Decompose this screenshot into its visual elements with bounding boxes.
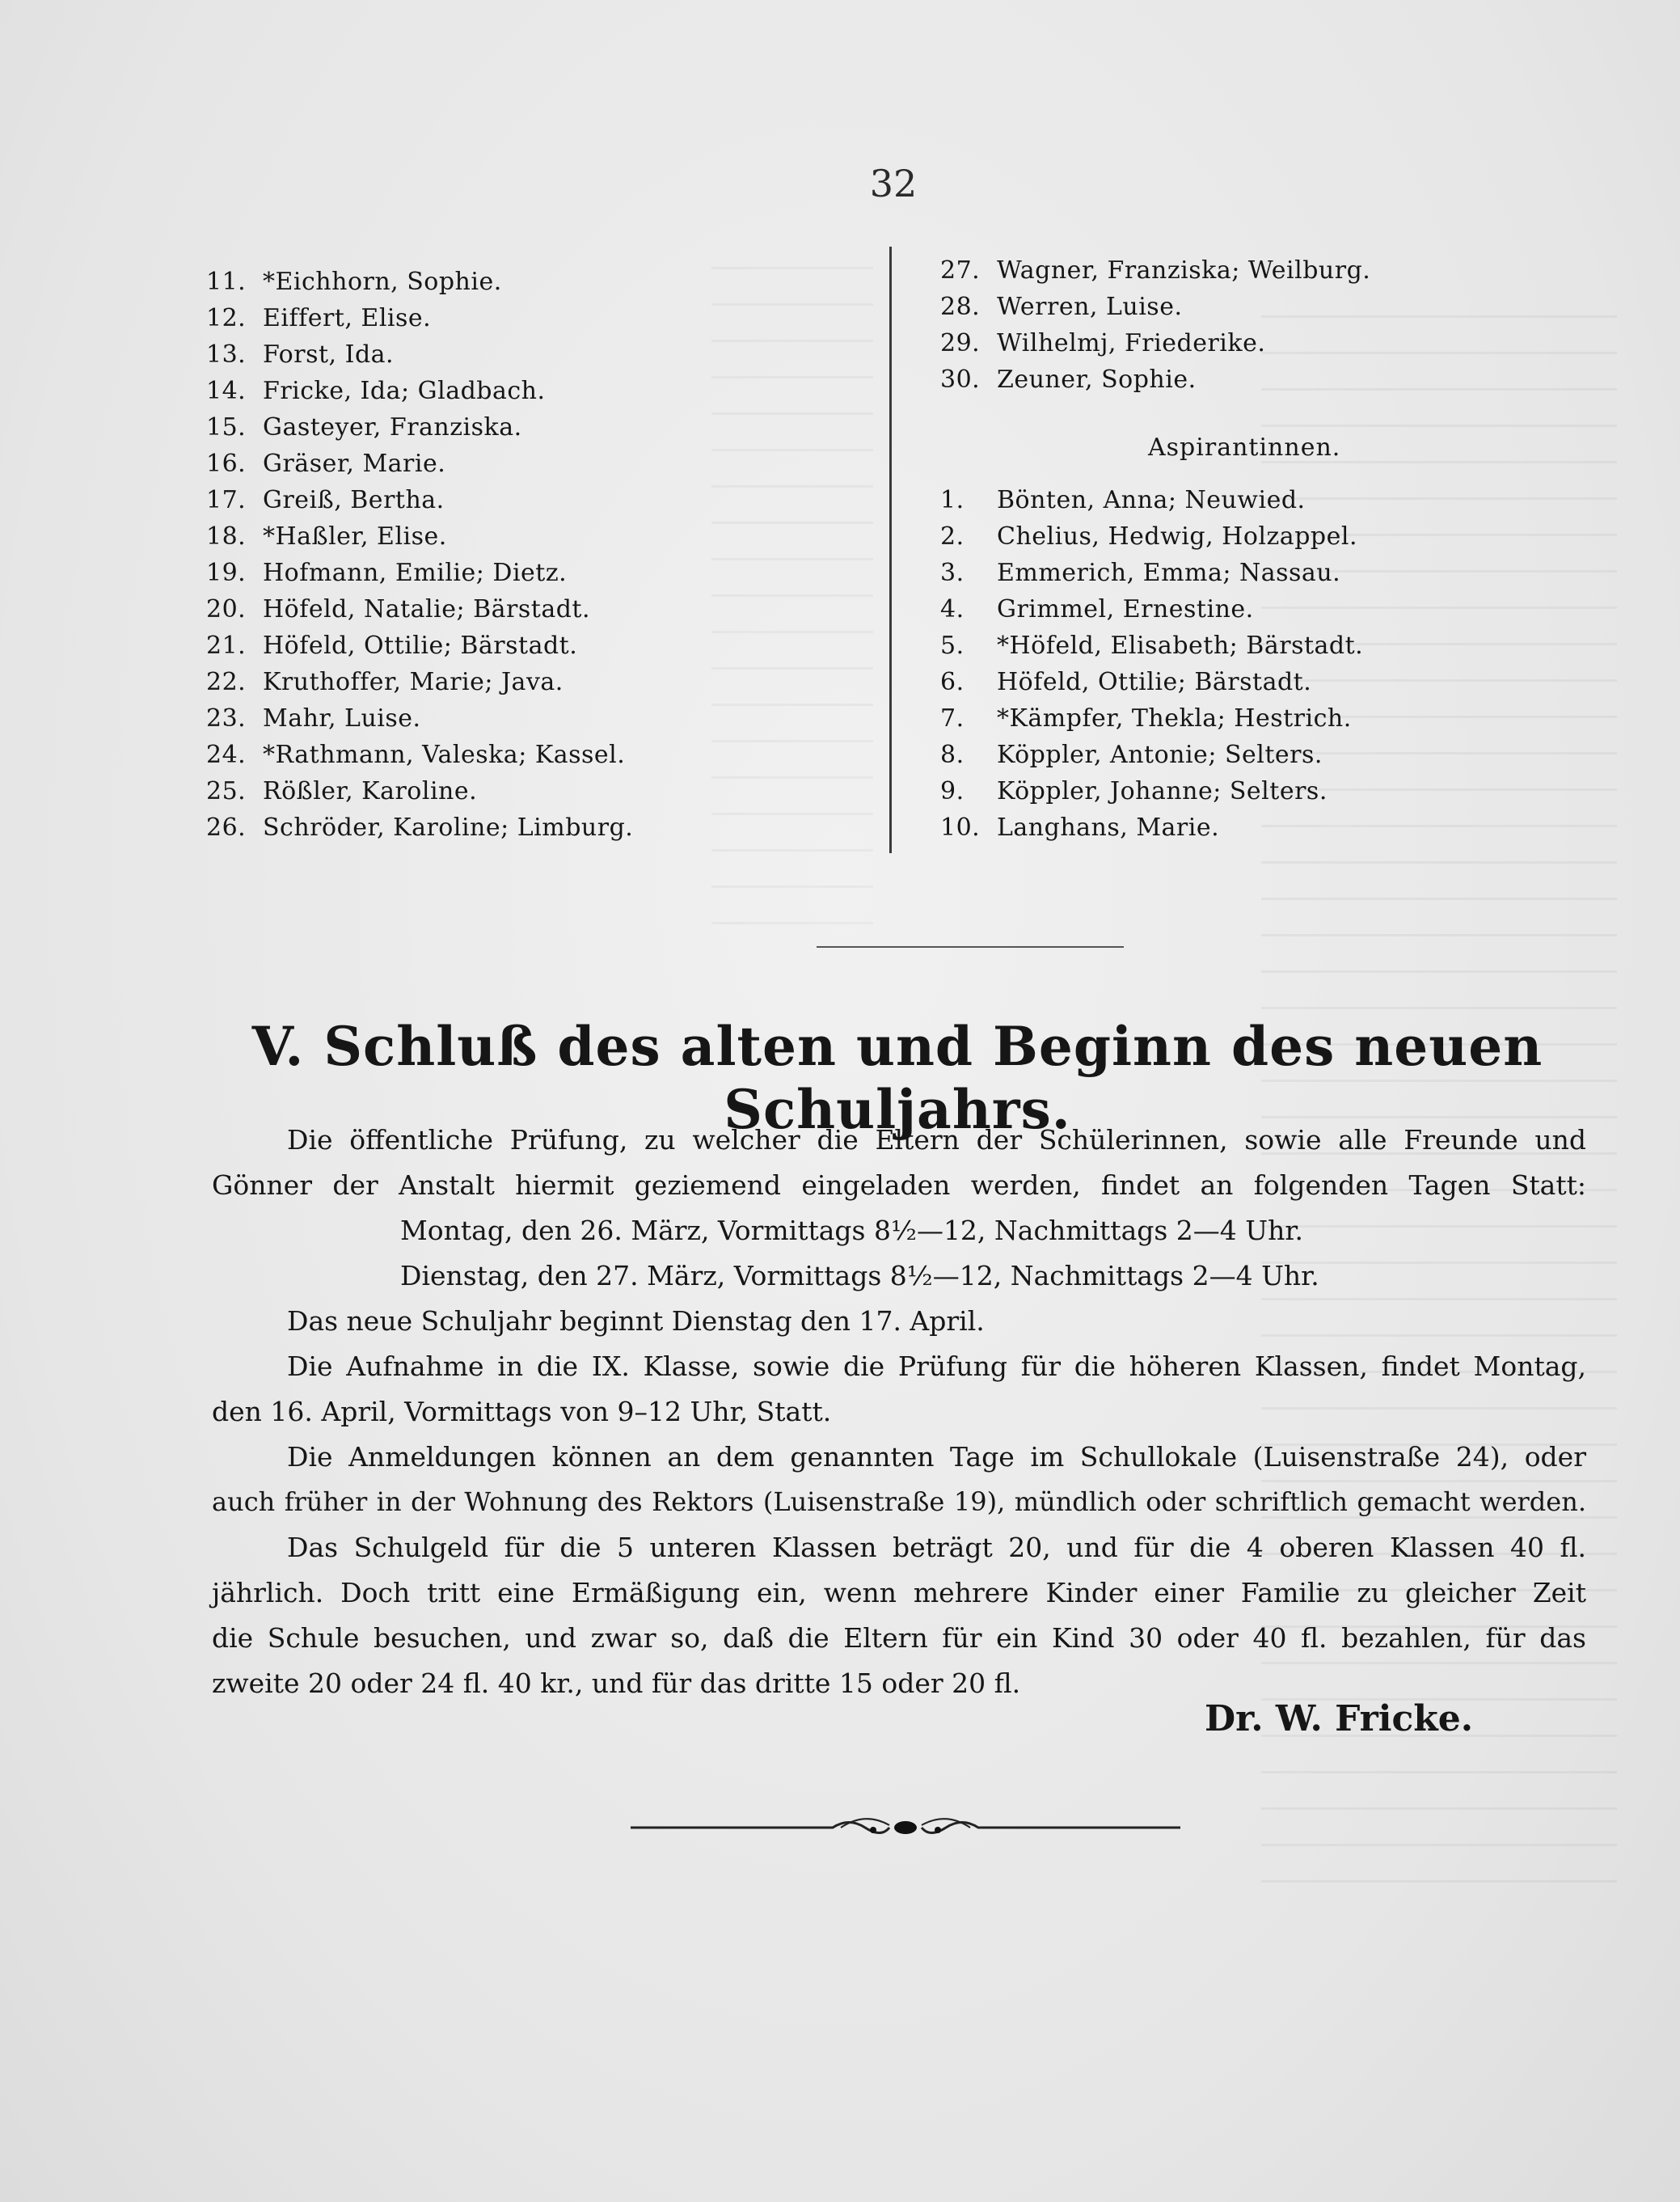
list-item: 24. *Rathmann, Valeska; Kassel.	[206, 741, 626, 769]
list-item: 12. Eiffert, Elise.	[206, 304, 432, 332]
list-item: 2. Chelius, Hedwig, Holzappel.	[940, 522, 1357, 551]
list-item: 28. Werren, Luise.	[940, 293, 1183, 321]
paragraph-line: die Schule besuchen, und zwar so, daß die Eltern für ein Kind 30 oder 40 fl. bezahlen, für das	[212, 1622, 1586, 1654]
list-item: 10. Langhans, Marie.	[940, 814, 1220, 842]
paragraph-line: Das neue Schuljahr beginnt Dienstag den 17. April.	[287, 1305, 985, 1337]
list-item: 27. Wagner, Franziska; Weilburg.	[940, 256, 1371, 285]
list-item: 17. Greiß, Bertha.	[206, 486, 445, 514]
list-item: 15. Gasteyer, Franziska.	[206, 413, 522, 442]
right-name-list	[940, 252, 1370, 398]
list-item: 8. Köppler, Antonie; Selters.	[940, 741, 1323, 769]
list-item: 29. Wilhelmj, Friederike.	[940, 329, 1266, 357]
aspirants-list	[940, 482, 1363, 846]
paragraph-line: Gönner der Anstalt hiermit geziemend eingeladen werden, findet an folgenden Tagen Statt:	[212, 1169, 1586, 1201]
list-item: 6. Höfeld, Ottilie; Bärstadt.	[940, 668, 1312, 696]
list-item: 9. Köppler, Johanne; Selters.	[940, 777, 1328, 805]
left-name-list	[206, 264, 633, 846]
list-item: 3. Emmerich, Emma; Nassau.	[940, 559, 1341, 587]
list-item: 20. Höfeld, Natalie; Bärstadt.	[206, 595, 591, 623]
list-item: 25. Rößler, Karoline.	[206, 777, 478, 805]
paragraph-line: Die Anmeldungen können an dem genannten Tage im Schullokale (Luisenstraße 24), oder	[287, 1441, 1586, 1473]
list-item: 13. Forst, Ida.	[206, 340, 395, 369]
signature: Dr. W. Fricke.	[1205, 1698, 1474, 1739]
list-item: 1. Bönten, Anna; Neuwied.	[940, 486, 1306, 514]
list-item: 11. *Eichhorn, Sophie.	[206, 268, 502, 296]
list-item: 21. Höfeld, Ottilie; Bärstadt.	[206, 632, 578, 660]
paragraph-line: auch früher in der Wohnung des Rektors (Luisenstraße 19), mündlich oder schriftlich gemacht werden.	[212, 1486, 1586, 1517]
list-item: 23. Mahr, Luise.	[206, 704, 421, 733]
list-item: 30. Zeuner, Sophie.	[940, 366, 1197, 394]
list-item: 14. Fricke, Ida; Gladbach.	[206, 377, 546, 405]
section-title: V. Schluß des alten und Beginn des neuen Schuljahrs.	[251, 1015, 1543, 1141]
paragraph-line: jährlich. Doch tritt eine Ermäßigung ein, wenn mehrere Kinder einer Familie zu gleicher Zeit	[212, 1577, 1586, 1608]
list-item: 22. Kruthoffer, Marie; Java.	[206, 668, 564, 696]
ornament-divider-icon	[631, 1807, 1180, 1848]
show-through-texture	[711, 243, 873, 954]
exam-date: Montag, den 26. März, Vormittags 8½—12, Nachmittags 2—4 Uhr.	[400, 1215, 1303, 1246]
page-number: 32	[869, 162, 918, 205]
paragraph-line: Die Aufnahme in die IX. Klasse, sowie die Prüfung für die höheren Klassen, findet Montag,	[287, 1350, 1586, 1382]
list-item: 19. Hofmann, Emilie; Dietz.	[206, 559, 568, 587]
list-item: 18. *Haßler, Elise.	[206, 522, 447, 551]
section-rule	[817, 946, 1124, 948]
paragraph-line: Die öffentliche Prüfung, zu welcher die Eltern der Schülerinnen, sowie alle Freunde und	[287, 1124, 1586, 1156]
list-item: 16. Gräser, Marie.	[206, 450, 446, 478]
exam-date: Dienstag, den 27. März, Vormittags 8½—12, Nachmittags 2—4 Uhr.	[400, 1260, 1319, 1291]
paragraph-line: zweite 20 oder 24 fl. 40 kr., und für das dritte 15 oder 20 fl.	[212, 1667, 1021, 1699]
list-item: 5. *Höfeld, Elisabeth; Bärstadt.	[940, 632, 1364, 660]
paragraph-line: Das Schulgeld für die 5 unteren Klassen beträgt 20, und für die 4 oberen Klassen 40 fl.	[287, 1532, 1586, 1563]
list-item: 7. *Kämpfer, Thekla; Hestrich.	[940, 704, 1352, 733]
aspirants-heading: Aspirantinnen.	[1148, 433, 1341, 462]
list-item: 4. Grimmel, Ernestine.	[940, 595, 1254, 623]
paragraph-line: den 16. April, Vormittags von 9–12 Uhr, Statt.	[212, 1396, 832, 1427]
list-item: 26. Schröder, Karoline; Limburg.	[206, 814, 634, 842]
column-divider	[889, 247, 892, 853]
